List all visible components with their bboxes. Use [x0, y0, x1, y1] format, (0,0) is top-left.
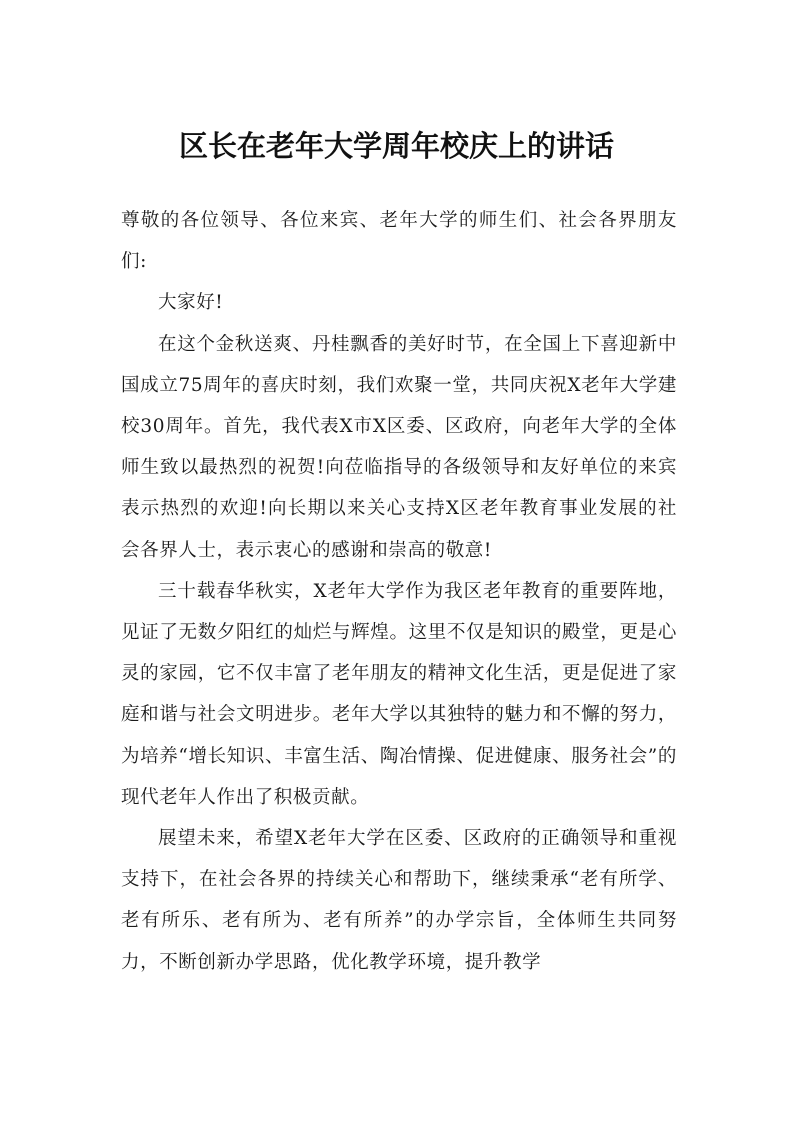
body-paragraph-2: 三十载春华秋实，X老年大学作为我区老年教育的重要阵地，见证了无数夕阳红的灿烂与辉煌。这里不仅是知识的殿堂，更是心灵的家园，它不仅丰富了老年朋友的精神文化生活，更是促进了家庭和谐与社会文明进步。老年大学以其独特的魅力和不懈的努力，为培养“增长知识、丰富生活、陶冶情操、促进健康、服务社会”的现代老年人作出了积极贡献。: [121, 580, 677, 808]
salutation-paragraph: 尊敬的各位领导、各位来宾、老年大学的师生们、社会各界朋友们:: [121, 210, 677, 273]
greeting-paragraph: 大家好!: [158, 292, 224, 314]
body-paragraph-1: 在这个金秋送爽、丹桂飘香的美好时节，在全国上下喜迎新中国成立75周年的喜庆时刻，我们欢聚一堂，共同庆祝X老年大学建校30周年。首先，我代表X市X区委、区政府，向老年大学的全体师生致以最热烈的祝贺!向莅临指导的各级领导和友好单位的来宾表示热烈的欢迎!向长期以来关心支持X区老年教育事业发展的社会各界人士，表示衷心的感谢和崇高的敬意!: [121, 333, 677, 561]
document-title: 区长在老年大学周年校庆上的讲话: [178, 129, 614, 163]
body-paragraph-3: 展望未来，希望X老年大学在区委、区政府的正确领导和重视支持下，在社会各界的持续关心和帮助下，继续秉承“老有所学、老有所乐、老有所为、老有所养”的办学宗旨，全体师生共同努力，不断创新办学思路，优化教学环境，提升教学: [121, 828, 677, 973]
document-body: [121, 200, 677, 983]
